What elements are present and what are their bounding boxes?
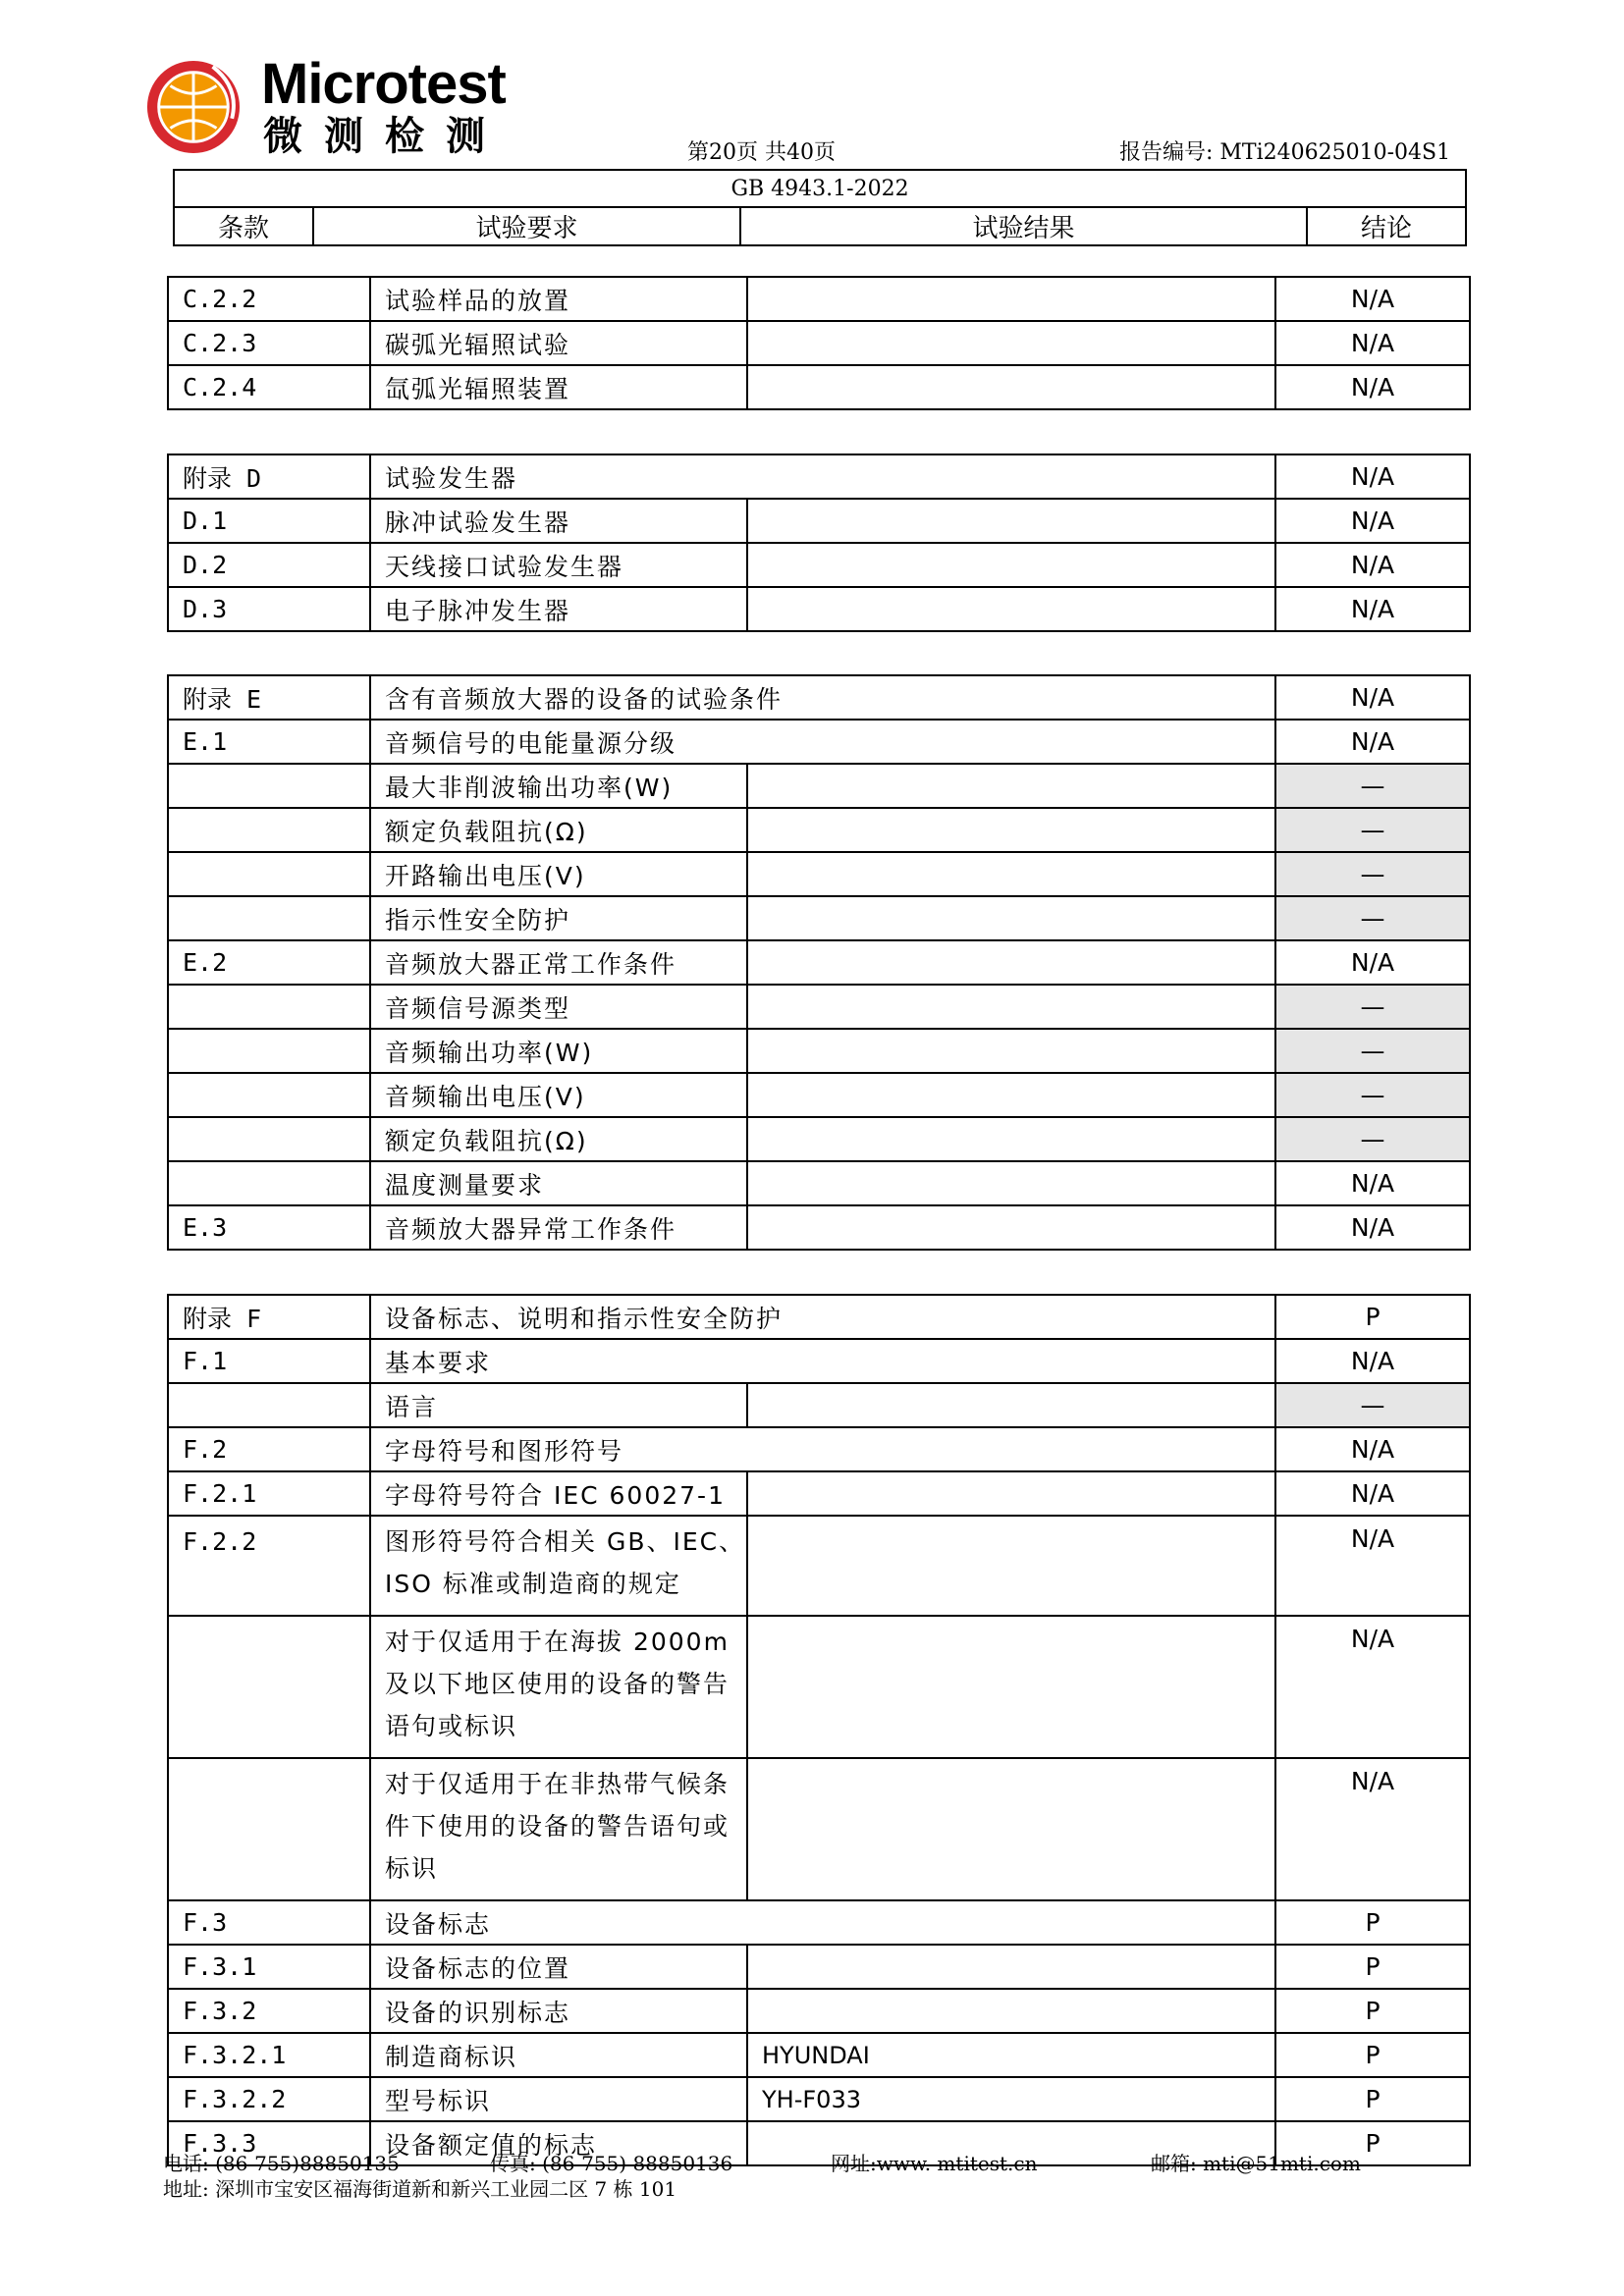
table-row (168, 454, 1470, 499)
clause-cell: F.3.2 (168, 1989, 370, 2033)
requirement-cell: 试验样品的放置 (370, 277, 747, 321)
table-row (168, 764, 1470, 808)
footer-website: 网址:www. mtitest.cn (831, 2152, 1038, 2175)
table-row (168, 1295, 1470, 1339)
page-info: 第20页 共40页 (687, 140, 836, 165)
table-row (168, 2033, 1470, 2077)
table-row (168, 543, 1470, 587)
clause-cell (168, 764, 370, 808)
verdict-cell: P (1275, 2077, 1470, 2121)
table-row (168, 720, 1470, 764)
requirement-cell: 制造商标识 (370, 2033, 747, 2077)
verdict-cell: P (1275, 1295, 1470, 1339)
verdict-cell: N/A (1275, 543, 1470, 587)
requirement-cell: 最大非削波输出功率(W) (370, 764, 747, 808)
column-header-result: 试验结果 (740, 207, 1307, 245)
verdict-cell: N/A (1275, 1516, 1470, 1616)
result-cell (747, 321, 1275, 365)
company-logo (145, 51, 528, 169)
table-row (168, 277, 1470, 321)
requirement-cell: 设备额定值的标志 (370, 2121, 747, 2165)
result-cell (747, 1758, 1275, 1900)
verdict-cell: — (1275, 985, 1470, 1029)
column-header-clause: 条款 (174, 207, 313, 245)
requirement-cell: 碳弧光辐照试验 (370, 321, 747, 365)
table-row (168, 852, 1470, 896)
clause-cell (168, 1161, 370, 1205)
verdict-cell: N/A (1275, 277, 1470, 321)
brand-name: Microtest (261, 52, 506, 116)
table-row (168, 1205, 1470, 1250)
clause-cell: F.3.2.1 (168, 2033, 370, 2077)
requirement-cell: 天线接口试验发生器 (370, 543, 747, 587)
clause-cell: F.3.1 (168, 1945, 370, 1989)
clause-table-appendix-d (167, 454, 1471, 632)
table-row (168, 940, 1470, 985)
table-row (168, 321, 1470, 365)
requirement-cell: 图形符号符合相关 GB、IEC、ISO 标准或制造商的规定 (370, 1516, 747, 1616)
result-cell (747, 587, 1275, 631)
verdict-cell: N/A (1275, 720, 1470, 764)
clause-cell (168, 1029, 370, 1073)
clause-table-appendix-f (167, 1294, 1471, 2166)
clause-cell: D.2 (168, 543, 370, 587)
footer-email: 邮箱: mti@51mti.com (1151, 2152, 1361, 2175)
clause-cell (168, 1758, 370, 1900)
clause-cell (168, 808, 370, 852)
clause-cell: D.3 (168, 587, 370, 631)
clause-cell: E.3 (168, 1205, 370, 1250)
standard-title: GB 4943.1-2022 (174, 170, 1466, 207)
result-cell (747, 499, 1275, 543)
table-row (168, 1427, 1470, 1471)
result-cell (747, 764, 1275, 808)
report-number: 报告编号: MTi240625010-04S1 (1119, 140, 1451, 165)
table-row (168, 1161, 1470, 1205)
table-row (168, 675, 1470, 720)
verdict-cell: — (1275, 896, 1470, 940)
verdict-cell: N/A (1275, 1616, 1470, 1758)
verdict-cell: — (1275, 1073, 1470, 1117)
requirement-cell: 脉冲试验发生器 (370, 499, 747, 543)
result-cell (747, 940, 1275, 985)
requirement-cell: 音频放大器异常工作条件 (370, 1205, 747, 1250)
requirement-cell: 温度测量要求 (370, 1161, 747, 1205)
table-row (168, 1471, 1470, 1516)
result-cell (747, 1471, 1275, 1516)
verdict-cell: N/A (1275, 365, 1470, 409)
table-row (168, 365, 1470, 409)
verdict-cell: P (1275, 2121, 1470, 2165)
brand-name-cn: 微测检测 (263, 114, 507, 159)
verdict-cell: — (1275, 1117, 1470, 1161)
result-cell (747, 852, 1275, 896)
clause-cell (168, 896, 370, 940)
verdict-cell: N/A (1275, 454, 1470, 499)
verdict-cell: N/A (1275, 675, 1470, 720)
requirement-cell: 语言 (370, 1383, 747, 1427)
requirement-cell: 试验发生器 (370, 454, 1275, 499)
requirement-cell: 型号标识 (370, 2077, 747, 2121)
result-cell (747, 277, 1275, 321)
table-row (168, 1945, 1470, 1989)
verdict-cell: — (1275, 808, 1470, 852)
requirement-cell: 音频信号源类型 (370, 985, 747, 1029)
result-cell (747, 1516, 1275, 1616)
requirement-cell: 指示性安全防护 (370, 896, 747, 940)
verdict-cell: N/A (1275, 1471, 1470, 1516)
requirement-cell: 电子脉冲发生器 (370, 587, 747, 631)
requirement-cell: 音频信号的电能量源分级 (370, 720, 1275, 764)
result-cell: YH-F033 (747, 2077, 1275, 2121)
result-cell (747, 1073, 1275, 1117)
table-row (168, 2077, 1470, 2121)
table-row (168, 985, 1470, 1029)
verdict-cell: P (1275, 1945, 1470, 1989)
clause-cell: C.2.3 (168, 321, 370, 365)
requirement-cell: 对于仅适用于在非热带气候条件下使用的设备的警告语句或标识 (370, 1758, 747, 1900)
result-cell (747, 543, 1275, 587)
clause-cell: F.3 (168, 1900, 370, 1945)
result-cell (747, 1205, 1275, 1250)
header-table (173, 169, 1467, 246)
verdict-cell: N/A (1275, 1161, 1470, 1205)
requirement-cell: 含有音频放大器的设备的试验条件 (370, 675, 1275, 720)
clause-cell: C.2.2 (168, 277, 370, 321)
result-cell (747, 1117, 1275, 1161)
result-cell (747, 1383, 1275, 1427)
result-cell (747, 365, 1275, 409)
clause-cell: C.2.4 (168, 365, 370, 409)
requirement-cell: 设备标志 (370, 1900, 1275, 1945)
table-row (168, 499, 1470, 543)
result-cell (747, 1029, 1275, 1073)
verdict-cell: P (1275, 2033, 1470, 2077)
table-row (168, 1117, 1470, 1161)
verdict-cell: P (1275, 1900, 1470, 1945)
result-cell (747, 1616, 1275, 1758)
verdict-cell: N/A (1275, 1205, 1470, 1250)
result-cell (747, 1945, 1275, 1989)
requirement-cell: 设备标志的位置 (370, 1945, 747, 1989)
table-row (168, 808, 1470, 852)
requirement-cell: 额定负载阻抗(Ω) (370, 1117, 747, 1161)
requirement-cell: 基本要求 (370, 1339, 1275, 1383)
requirement-cell: 音频放大器正常工作条件 (370, 940, 747, 985)
result-cell: HYUNDAI (747, 2033, 1275, 2077)
requirement-cell: 设备的识别标志 (370, 1989, 747, 2033)
requirement-cell: 音频输出电压(V) (370, 1073, 747, 1117)
clause-cell (168, 1383, 370, 1427)
requirement-cell: 字母符号符合 IEC 60027-1 (370, 1471, 747, 1516)
footer-fax: 传真: (86-755) 88850136 (490, 2152, 733, 2175)
verdict-cell: N/A (1275, 499, 1470, 543)
clause-cell: 附录 E (168, 675, 370, 720)
clause-cell: F.3.3 (168, 2121, 370, 2165)
clause-cell: F.1 (168, 1339, 370, 1383)
clause-cell: E.2 (168, 940, 370, 985)
clause-cell (168, 985, 370, 1029)
clause-cell: 附录 D (168, 454, 370, 499)
clause-cell: E.1 (168, 720, 370, 764)
clause-cell: 附录 F (168, 1295, 370, 1339)
verdict-cell: N/A (1275, 1427, 1470, 1471)
clause-cell (168, 1616, 370, 1758)
table-row (168, 1073, 1470, 1117)
requirement-cell: 氙弧光辐照装置 (370, 365, 747, 409)
verdict-cell: — (1275, 1029, 1470, 1073)
verdict-cell: N/A (1275, 1339, 1470, 1383)
table-row (168, 1900, 1470, 1945)
clause-cell (168, 1117, 370, 1161)
verdict-cell: N/A (1275, 587, 1470, 631)
requirement-cell: 设备标志、说明和指示性安全防护 (370, 1295, 1275, 1339)
verdict-cell: — (1275, 1383, 1470, 1427)
column-header-requirement: 试验要求 (313, 207, 740, 245)
requirement-cell: 音频输出功率(W) (370, 1029, 747, 1073)
result-cell (747, 808, 1275, 852)
result-cell (747, 985, 1275, 1029)
table-row (168, 1029, 1470, 1073)
clause-table-appendix-e (167, 674, 1471, 1251)
requirement-cell: 开路输出电压(V) (370, 852, 747, 896)
requirement-cell: 对于仅适用于在海拔 2000m 及以下地区使用的设备的警告语句或标识 (370, 1616, 747, 1758)
clause-cell (168, 852, 370, 896)
footer-address: 地址: 深圳市宝安区福海街道新和新兴工业园二区 7 栋 101 (163, 2177, 677, 2201)
verdict-cell: — (1275, 852, 1470, 896)
table-row (168, 1989, 1470, 2033)
verdict-cell: — (1275, 764, 1470, 808)
clause-cell: F.3.2.2 (168, 2077, 370, 2121)
clause-cell: F.2.2 (168, 1516, 370, 1616)
column-header-verdict: 结论 (1307, 207, 1466, 245)
verdict-cell: P (1275, 1989, 1470, 2033)
result-cell (747, 896, 1275, 940)
clause-cell (168, 1073, 370, 1117)
table-row (168, 1516, 1470, 1616)
verdict-cell: N/A (1275, 940, 1470, 985)
verdict-cell: N/A (1275, 1758, 1470, 1900)
result-cell (747, 1161, 1275, 1205)
table-row (168, 1339, 1470, 1383)
requirement-cell: 额定负载阻抗(Ω) (370, 808, 747, 852)
table-row (168, 1616, 1470, 1758)
clause-cell: F.2 (168, 1427, 370, 1471)
table-row (168, 587, 1470, 631)
table-row (168, 1758, 1470, 1900)
verdict-cell: N/A (1275, 321, 1470, 365)
clause-table-c (167, 276, 1471, 410)
footer-phone: 电话: (86-755)88850135 (163, 2152, 400, 2175)
clause-cell: F.2.1 (168, 1471, 370, 1516)
clause-cell: D.1 (168, 499, 370, 543)
requirement-cell: 字母符号和图形符号 (370, 1427, 1275, 1471)
table-row (168, 896, 1470, 940)
result-cell (747, 1989, 1275, 2033)
table-row (168, 1383, 1470, 1427)
microtest-globe-icon (145, 59, 242, 155)
